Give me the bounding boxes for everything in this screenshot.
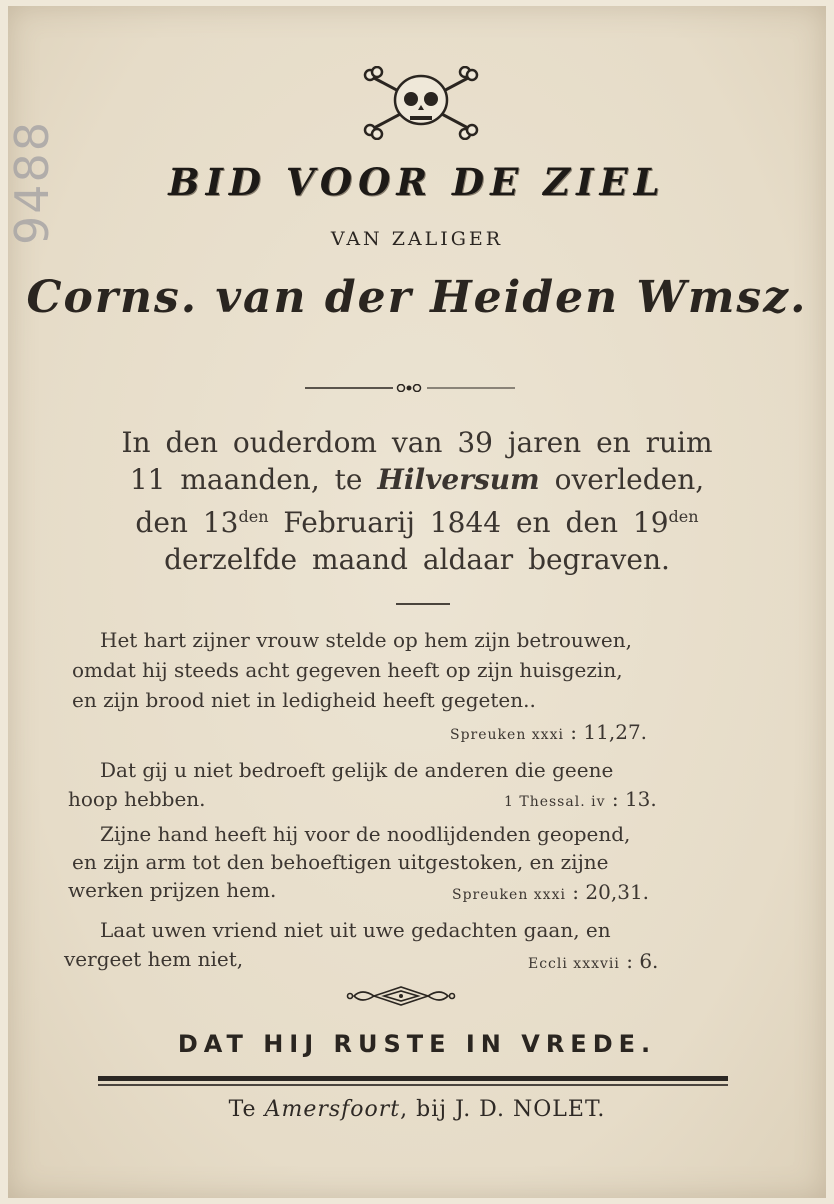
footer-rule-thick — [98, 1076, 728, 1081]
verse-reference — [528, 948, 658, 977]
notice-superscript: den — [238, 507, 269, 526]
archive-number: 9488 — [5, 119, 59, 245]
notice-text: Februarij 1844 en den 19 — [268, 506, 669, 539]
reference-book: 1 Thessal. iv — [504, 794, 606, 810]
reference-number: : 13. — [605, 787, 657, 811]
verse-line: Het hart zijner vrouw stelde op hem zijn betrouwen, — [100, 628, 632, 652]
verse-line: Zijne hand heeft hij voor de noodlijdenden geopend, — [100, 822, 631, 846]
verse-line: werken prijzen hem. — [68, 878, 277, 902]
printer-text: , bij J. D. NOLET. — [400, 1097, 606, 1122]
verse-reference — [504, 786, 657, 815]
notice-text: den 13 — [135, 506, 239, 539]
verse-reference — [452, 879, 649, 908]
notice-line-2 — [0, 461, 834, 498]
reference-number: : 11,27. — [563, 720, 648, 744]
deceased-name: Corns. van der Heiden Wmsz. — [26, 272, 808, 323]
short-divider — [396, 603, 450, 605]
lozenge-ornament — [346, 985, 456, 1007]
card-title: BID VOOR DE ZIEL — [168, 160, 666, 204]
verse-line: Dat gij u niet bedroeft gelijk de anderen die geene — [100, 758, 614, 782]
notice-line-4: derzelfde maand aldaar begraven. — [164, 543, 670, 576]
verse-line: en zijn arm tot den behoeftigen uitgestoken, en zijne — [72, 850, 609, 874]
divider-ornament — [305, 384, 515, 392]
death-notice-text — [0, 424, 834, 578]
notice-text: overleden, — [539, 463, 705, 496]
closing-blessing: DAT HIJ RUSTE IN VREDE. — [177, 1030, 657, 1058]
reference-book: Eccli xxxvii — [528, 956, 620, 972]
notice-line-3 — [0, 498, 834, 541]
place-of-death: Hilversum — [377, 463, 540, 496]
notice-line-1: In den ouderdom van 39 jaren en ruim — [121, 426, 713, 459]
verse-line: vergeet hem niet, — [64, 947, 244, 971]
printer-text: Te — [228, 1097, 265, 1122]
reference-book: Spreuken xxxi — [450, 727, 564, 743]
verse-line: Laat uwen vriend niet uit uwe gedachten gaan, en — [100, 918, 611, 942]
card-subtitle: VAN ZALIGER — [330, 228, 504, 250]
verse-reference — [450, 719, 647, 748]
verse-line: omdat hij steeds acht gegeven heeft op zijn huisgezin, — [72, 658, 623, 682]
verse-line: hoop hebben. — [68, 787, 206, 811]
skull-crossbones-icon — [360, 66, 482, 140]
footer-rule-thin — [98, 1084, 728, 1086]
printer-line — [0, 1097, 834, 1122]
reference-book: Spreuken xxxi — [452, 887, 566, 903]
notice-text: 11 maanden, te — [129, 463, 378, 496]
verse-line: en zijn brood niet in ledigheid heeft gegeten.. — [72, 688, 536, 712]
printer-city: Amersfoort — [264, 1097, 401, 1122]
reference-number: : 20,31. — [565, 880, 650, 904]
reference-number: : 6. — [619, 949, 659, 973]
notice-superscript: den — [668, 507, 699, 526]
